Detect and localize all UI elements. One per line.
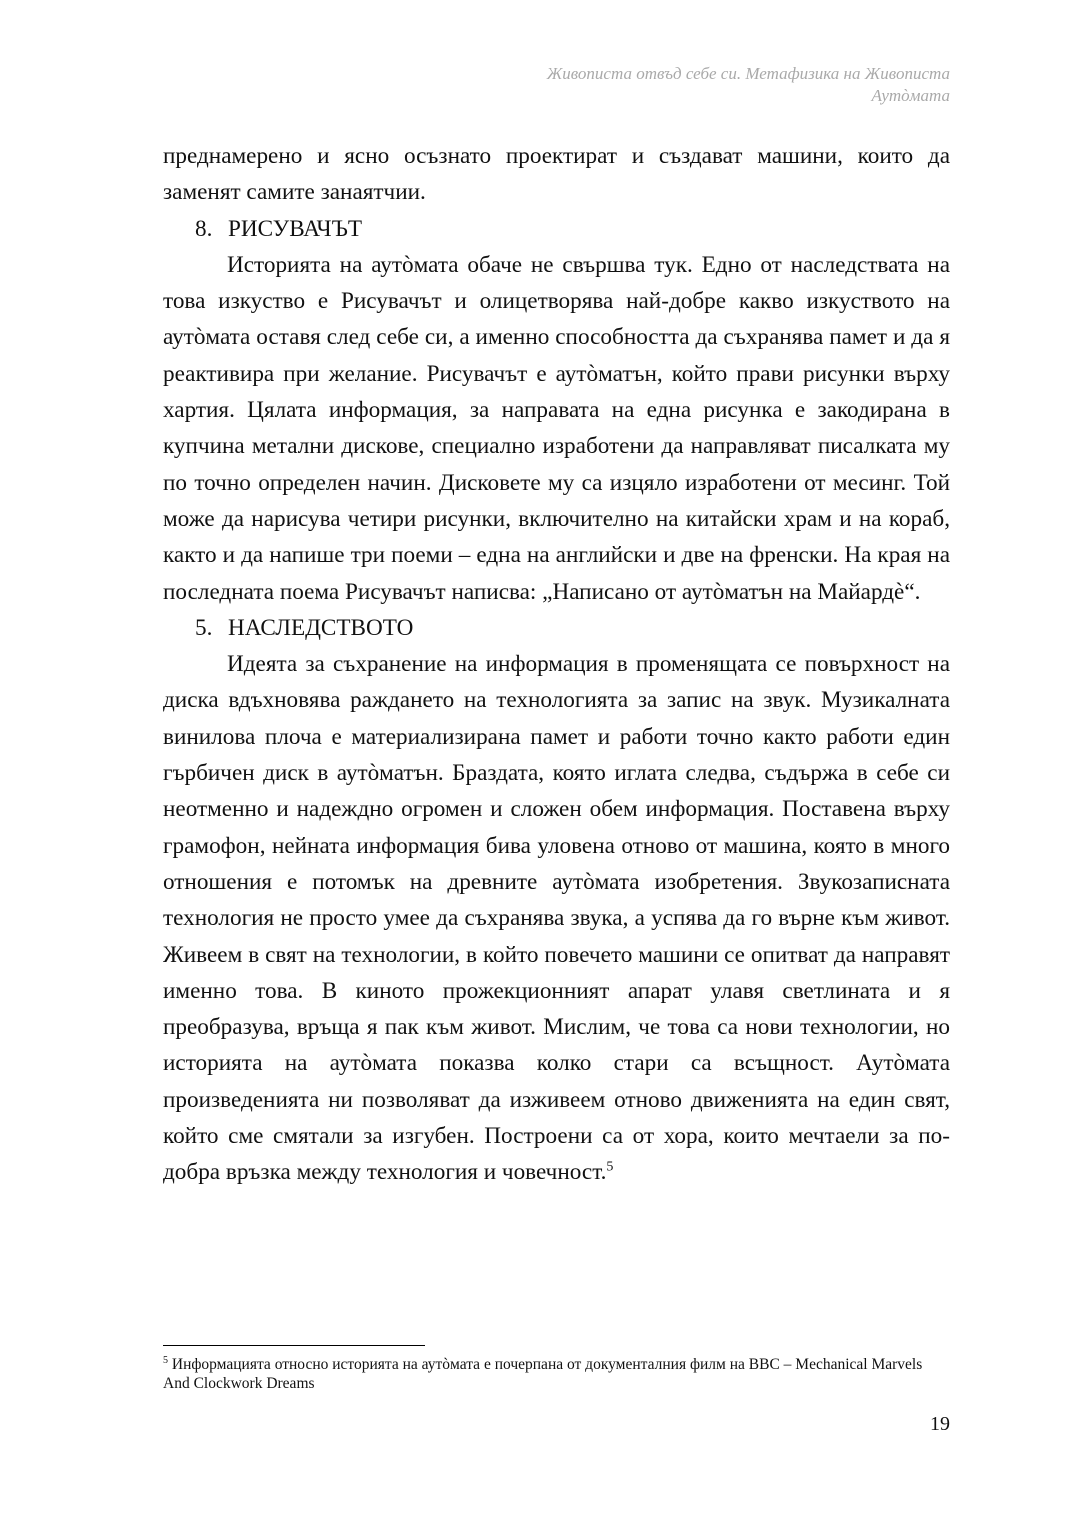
section-heading-drawer [163,211,950,247]
section-title: РИСУВАЧЪТ [228,215,363,242]
page-number: 19 [930,1413,950,1435]
section-title: НАСЛЕДСТВОТО [228,614,414,641]
footnote-mark: 5 [163,1354,168,1366]
paragraph-legacy-text: Идеята за съхранение на информация в променящата се повърхност на диска вдъхновява раждането на технологията за запис на звук. Музикалната винилова плоча е материализирана памет и работи точно както работи един гърбичен диск в аутòматън. Браздата, която иглата следва, съдържа в себе си неотменно и надеждно огромен и сложен обем информация. Поставена върху грамофон, нейната информация бива уловена отново от машина, която в много отношения е потомък на древните аутòмата изобретения. Звукозаписната технология не просто умее да съхранява звука, а успява да го върне към живот. Живеем в свят на технологии, в който повечето машини се опитват да направят именно това. В киното прожекционният апарат улавя светлината и я преобразува, връща я пак към живот. Мислим, че това са нови технологии, но историята на аутòмата показва колко стари са всъщност. Аутòмата произведенията ни позволяват да изживеем отново движенията на един свят, който сме смятали за изгубен. Построени са от хора, които мечтаели за по-добра връзка между технология и човечност. [163,651,950,1186]
section-number: 5. [195,614,213,641]
footnote [163,1355,950,1393]
section-heading-legacy [163,610,950,646]
header-subtitle-line: Аутòмата [871,86,950,105]
body-text [163,138,950,1191]
footnote-divider [163,1345,425,1346]
paragraph-continuation: преднамерено и ясно осъзнато проектират и създават машини, които да заменят самите занаятчии. [163,143,950,206]
running-header [250,63,950,107]
section-number: 8. [195,215,213,242]
paragraph-drawer: Историята на аутòмата обаче не свършва тук. Едно от наследствата на това изкуство е Рисувачът и олицетворява най-добре какво изкуството на аутòмата оставя след себе си, а именно способността да съхранява памет и да я реактивира при желание. Рисувачът е аутòматън, който прави рисунки върху хартия. Цялата информация, за направата на една рисунка е закодирана в купчина метални дискове, специално изработени да направляват писалката му по точно определен начин. Дисковете му са изцяло изработени от месинг. Той може да нарисува четири рисунки, включително на китайски храм и на кораб, както и да напише три поеми – една на английски и две на френски. На края на последната поема Рисувачът написва: „Написано от аутòматън на Майардѐ“. [163,251,950,605]
footnote-reference[interactable]: 5 [606,1159,614,1175]
footnote-text: Информацията относно историята на аутòмата е почерпана от документалния филм на BBC – Mechanical Marvels And Clockwork Dreams [163,1356,923,1392]
paragraph-legacy [163,646,950,1190]
header-title-line: Живописта отвъд себе си. Метафизика на Живописта [546,64,950,83]
